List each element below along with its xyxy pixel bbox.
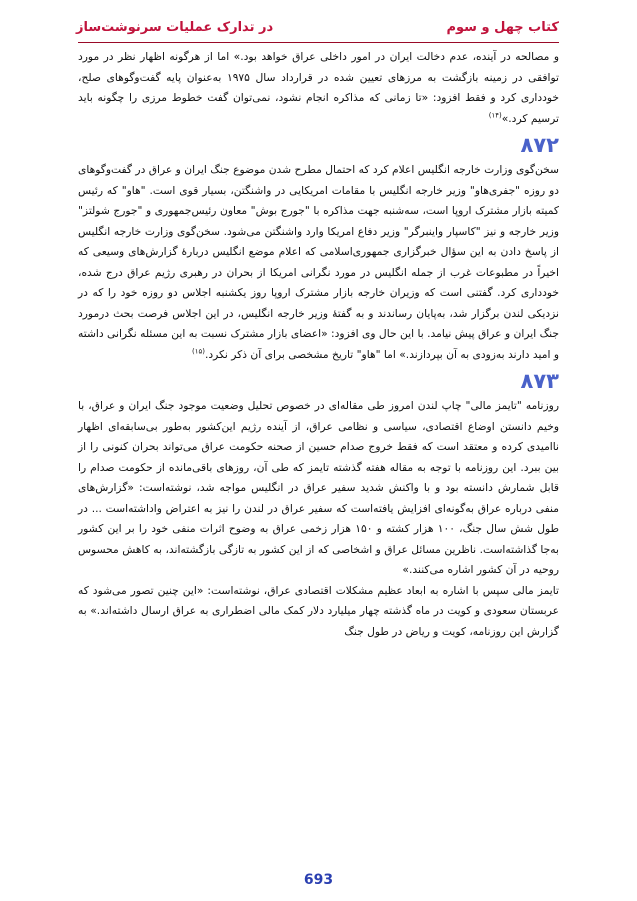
- footnote-ref: (۱۵): [191, 346, 205, 355]
- running-header: [76, 14, 559, 40]
- paragraph: روزنامه "تایمز مالی" چاپ لندن امروز طی مقاله‌ای در خصوص تحلیل وضعیت موجود جنگ ایران و عراق، با وخیم دانستن اوضاع اقتصادی، سیاسی و نظامی عراق، از آینده رژیم این‌کشور به‌طور بی‌سابقه‌ای اظهار ناامیدی کرده و معتقد است که فقط خروج صدام حسین از صحنه حکومت عراق می‌تواند بحران کنونی را از بین ببرد. این روزنامه با توجه به مقاله هفته گذشته تایمز که طی آن، روزهای باقی‌مانده از حکومت صدام را قابل شمارش دانسته بود و با واکنش شدید سفیر عراق در انگلیس مواجه شد، نوشته‌است: «گزارش‌های منفی درباره عراق به‌گونه‌ای افزایش یافته‌است که سفیر عراق در لندن را نیز به اعتراض واداشته‌است ... در طول شش سال جنگ، ۱۰۰ هزار کشته و ۱۵۰ هزار زخمی عراق به وضوح اثرات منفی خود را بر این کشور به‌جا گذاشته‌است. ناظرین مسائل عراق و اشخاصی که از این کشور به تازگی بازگشته‌اند، به کاهش محسوس روحیه در آن کشور اشاره می‌کنند.»: [78, 399, 559, 576]
- book-title: کتاب چهل و سوم: [446, 19, 559, 35]
- entry-number: ۸۷۳: [520, 369, 559, 393]
- section-title: در تدارک عملیات سرنوشت‌ساز: [76, 19, 274, 35]
- footnote-ref: (۱۴): [488, 110, 502, 119]
- paragraph: تایمز مالی سپس با اشاره به ابعاد عظیم مشکلات اقتصادی عراق، نوشته‌است: «این چنین تصور می‌شود که عربستان سعودی و کویت در ماه گذشته چهار میلیارد دلار کمک مالی اضطراری به عراق ارسال داشته‌اند.» به گزارش این روزنامه، کویت و ریاض در طول جنگ: [78, 583, 559, 638]
- entry-number: ۸۷۲: [520, 133, 559, 157]
- paragraph: و مصالحه در آینده، عدم دخالت ایران در امور داخلی عراق خواهد بود.» اما از هرگونه اظهار نظر در مورد توافقی در زمینه بازگشت به مرزهای تعیین شده در قرارداد سال ۱۹۷۵ به‌عنوان پایه گفت‌وگوهای صلح، خودداری کرد و فقط افزود: «تا زمانی که مذاکره انجام نشود، نمی‌توان گفت خطوط مرزی را چگونه باید ترسیم کرد.»$^{(۱۴)}$: [78, 50, 559, 125]
- page-number: 693: [303, 872, 334, 888]
- header-divider: [78, 42, 559, 43]
- paragraph: سخن‌گوی وزارت خارجه انگلیس اعلام کرد که احتمال مطرح شدن موضوع جنگ ایران و عراق در گفت‌وگوهای دو روزه "جفری‌هاو" وزیر خارجه انگلیس با مقامات امریکایی در واشنگتن، بسیار قوی است. "هاو" که رئیس کمیته بازار مشترک اروپا است، سه‌شنبه جهت مذاکره با "جورج بوش" معاون رئیس‌جمهوری و "جورج شولتز" وزیر خارجه و نیز "کاسپار واینبرگر" وزیر دفاع امریکا وارد واشنگتن می‌شود. سخن‌گوی وزارت خارجه انگلیس از پاسخ دادن به این سؤال خبرگزاری جمهوری‌اسلامی که اعلام موضع انگلیس دربارهٔ گزارش‌های وسیعی که اخیراً در مطبوعات غرب از جمله انگلیس در مورد نگرانی امریکا از بحران در رهبری رژیم عراق درج شده، خودداری کرد. گفتنی است که وزیران خارجه بازار مشترک اروپا روز یکشنبه اجلاس دو روزه خود را که در نزدیکی لندن برگزار شد، به‌پایان رساندند و به گفتهٔ وزیر خارجه انگلیس، در این اجلاس فرصت بحث درمورد جنگ ایران و عراق پیش نیامد. با این حال وی افزود: «اعضای بازار مشترک نسبت به این مسئله نگرانی داشته و امید دارند به‌زودی به آن بپردازند.» اما "هاو" تاریخ مشخصی برای آن ذکر نکرد.$^{(۱۵)}$: [78, 163, 559, 361]
- page-body: [78, 47, 559, 642]
